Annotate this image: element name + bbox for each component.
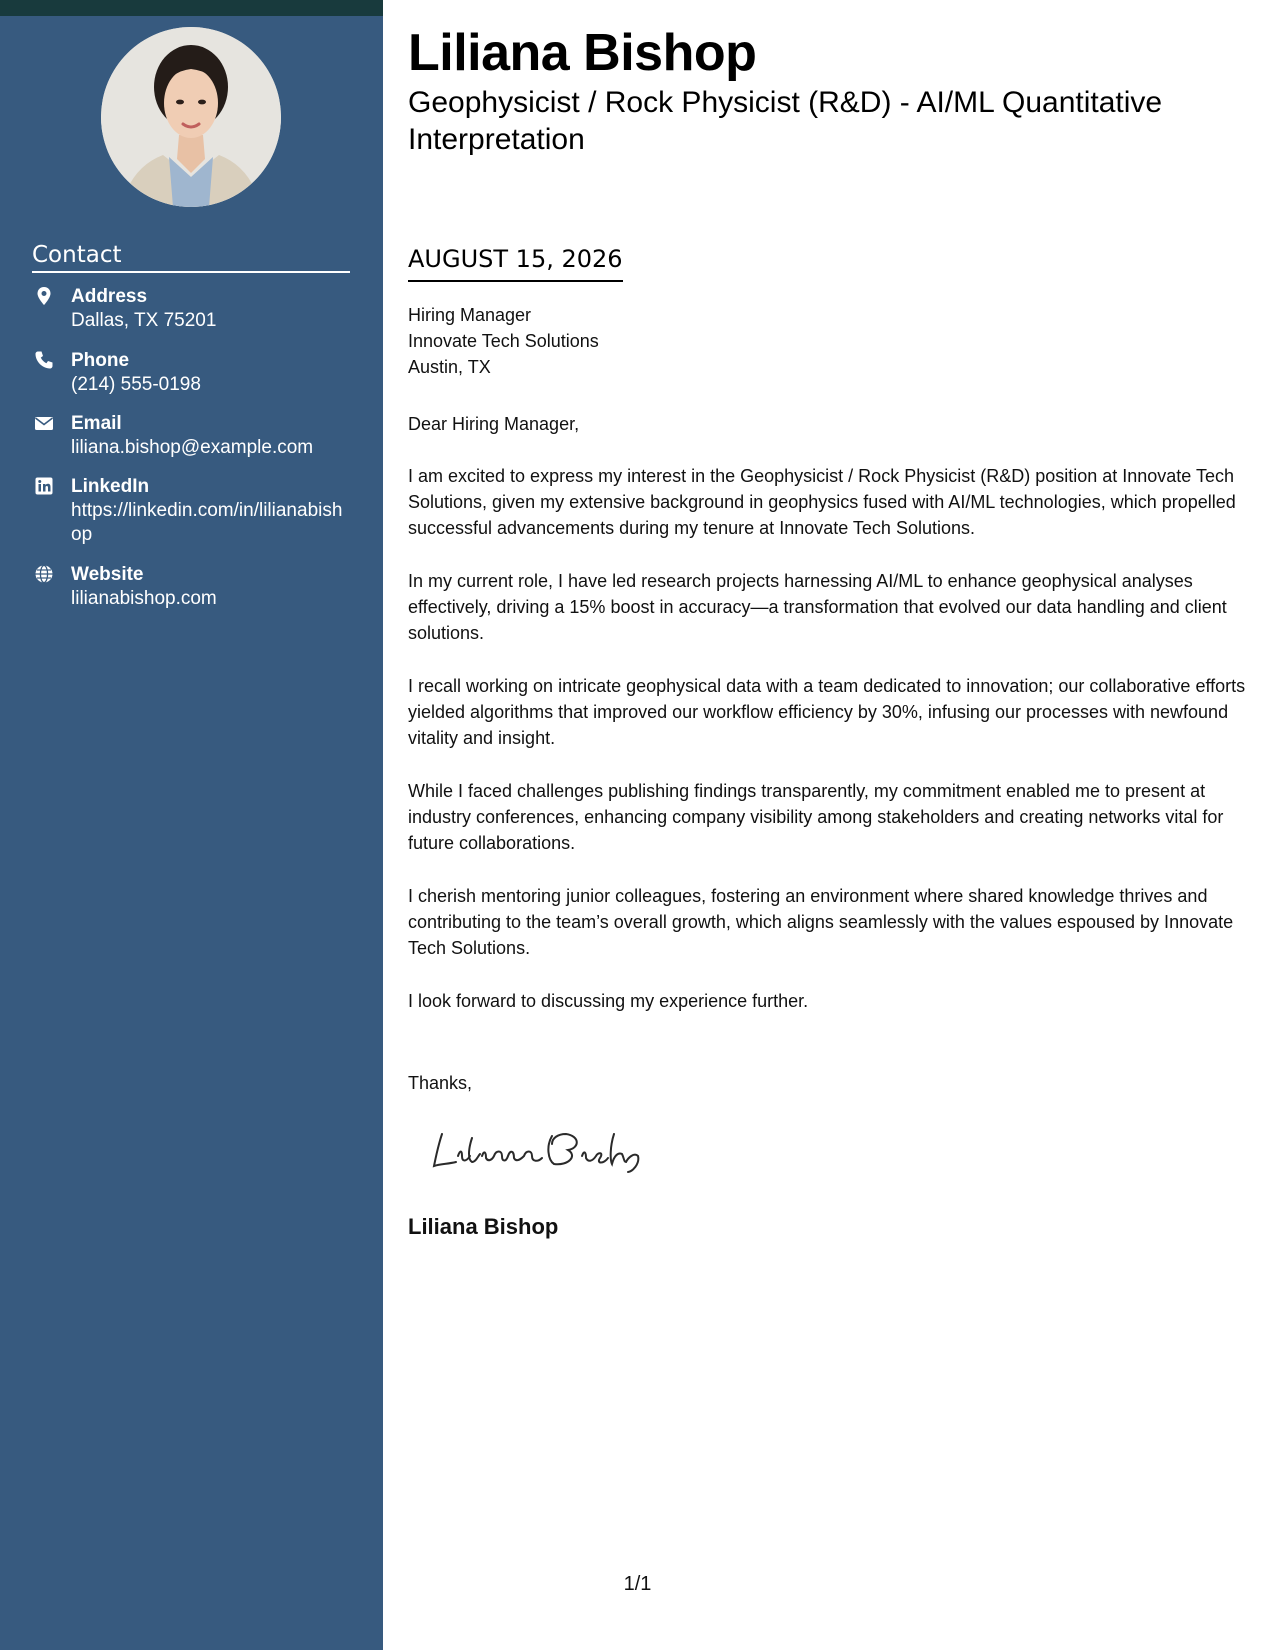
contact-label-email: Email bbox=[71, 413, 122, 434]
email-link[interactable]: liliana.bishop@example.com bbox=[71, 437, 314, 458]
body-paragraph: I am excited to express my interest in the Geophysicist / Rock Physicist (R&D) position at Innovate Tech Solutions, given my extensive background in geophysics fused with AI/ML technologies, which propelled successful advancements during my tenure at Innovate Tech Solutions. bbox=[408, 466, 1236, 538]
contact-label-address: Address bbox=[71, 286, 148, 307]
letter-date: AUGUST 15, 2026 bbox=[408, 244, 623, 282]
globe-icon bbox=[34, 564, 54, 584]
body-paragraph: I cherish mentoring junior colleagues, fostering an environment where shared knowledge thrives and contributing to the team’s overall growth, which aligns seamlessly with the values espoused by Innovate Tech Solutions. bbox=[408, 886, 1234, 958]
body-paragraph: I recall working on intricate geophysical data with a team dedicated to innovation; our collaborative efforts yielded algorithms that improved our workflow efficiency by 30%, infusing our processes with newfound vitality and insight. bbox=[408, 676, 1246, 748]
map-pin-icon bbox=[34, 286, 54, 306]
contact-heading: Contact bbox=[32, 241, 350, 273]
body-paragraph: I look forward to discussing my experience further. bbox=[408, 991, 809, 1011]
linkedin-icon bbox=[34, 476, 54, 496]
linkedin-link[interactable]: https://linkedin.com/in/lilianabishop bbox=[71, 500, 343, 545]
closing: Thanks, bbox=[408, 1073, 473, 1093]
handwritten-signature bbox=[428, 1126, 658, 1176]
salutation: Dear Hiring Manager, bbox=[408, 414, 580, 434]
recipient-line: Innovate Tech Solutions bbox=[408, 331, 599, 351]
letter-body bbox=[408, 463, 1250, 1041]
applicant-name: Liliana Bishop bbox=[408, 24, 757, 82]
email-icon bbox=[34, 413, 54, 433]
sidebar-top-bar bbox=[0, 0, 383, 16]
recipient-block bbox=[408, 302, 599, 380]
website-link[interactable]: lilianabishop.com bbox=[71, 588, 217, 609]
recipient-line: Hiring Manager bbox=[408, 305, 532, 325]
body-paragraph: In my current role, I have led research projects harnessing AI/ML to enhance geophysical analyses effectively, driving a 15% boost in accuracy—a transformation that evolved our data handling and client solutions. bbox=[408, 571, 1227, 643]
applicant-headline: Geophysicist / Rock Physicist (R&D) - AI/ML Quantitative Interpretation bbox=[408, 86, 1163, 156]
sidebar bbox=[0, 0, 383, 1650]
contact-label-linkedin: LinkedIn bbox=[71, 476, 150, 497]
phone-icon bbox=[34, 350, 54, 370]
contact-label-phone: Phone bbox=[71, 350, 130, 371]
avatar bbox=[101, 27, 281, 207]
contact-value-phone: (214) 555-0198 bbox=[71, 374, 201, 395]
signer-name: Liliana Bishop bbox=[408, 1214, 559, 1239]
body-paragraph: While I faced challenges publishing findings transparently, my commitment enabled me to present at industry conferences, enhancing company visibility among stakeholders and creating networks vital for future collaborations. bbox=[408, 781, 1224, 853]
recipient-line: Austin, TX bbox=[408, 357, 491, 377]
page-number: 1/1 bbox=[623, 1573, 652, 1595]
avatar-photo bbox=[101, 27, 281, 207]
contact-value-address: Dallas, TX 75201 bbox=[71, 310, 217, 331]
contact-label-website: Website bbox=[71, 564, 144, 585]
